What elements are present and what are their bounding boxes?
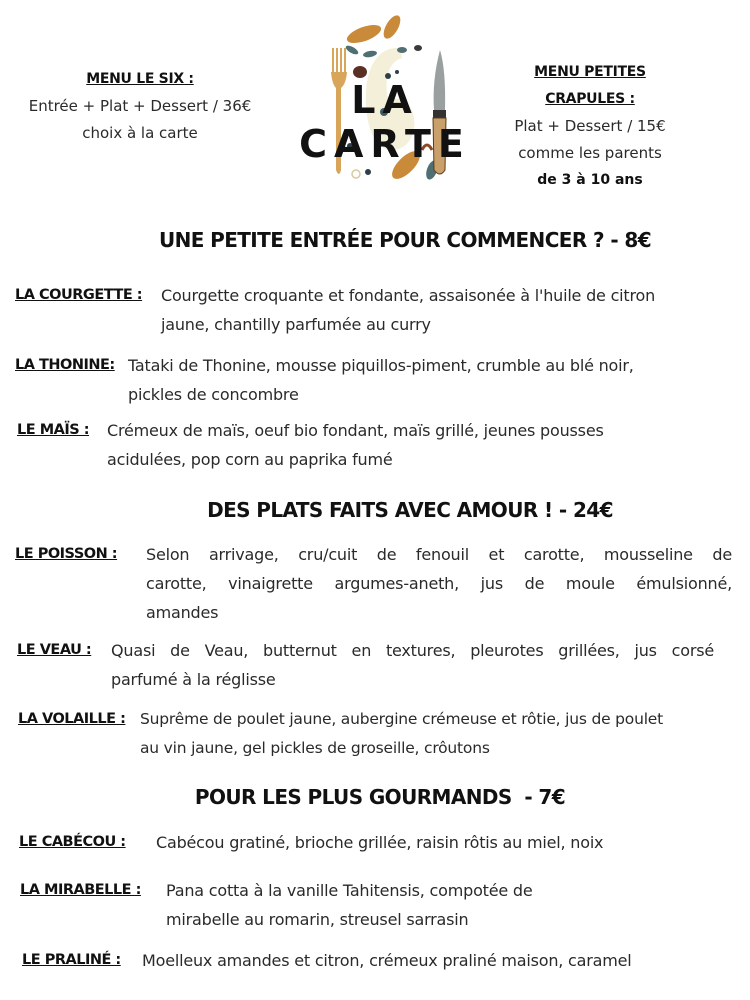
menu-petites-crapules-age: de 3 à 10 ans xyxy=(537,172,643,188)
item-name: LA THONINE: xyxy=(15,357,115,373)
desc-line: Moelleux amandes et citron, crémeux praliné maison, caramel xyxy=(142,951,632,970)
menu-item-courgette xyxy=(15,281,715,341)
item-name: LE CABÉCOU : xyxy=(19,834,126,850)
section-title-plats xyxy=(180,498,640,522)
desc-line: Quasi de Veau, butternut en textures, pleurotes grillées, jus corsé xyxy=(111,641,714,660)
item-name: LE PRALINÉ : xyxy=(22,952,121,968)
menu-petites-crapules xyxy=(500,59,680,194)
menu-item-cabecou xyxy=(19,828,719,858)
item-description xyxy=(156,828,716,857)
section-title-text: POUR LES PLUS GOURMANDS - 7€ xyxy=(194,785,566,809)
desc-line: pickles de concombre xyxy=(128,385,299,404)
item-name: LE MAÏS : xyxy=(17,422,90,438)
item-description xyxy=(111,636,714,694)
desc-line: Tataki de Thonine, mousse piquillos-piment, crumble au blé noir, xyxy=(128,356,634,375)
section-title-entrees xyxy=(150,228,660,252)
desc-line: Crémeux de maïs, oeuf bio fondant, maïs grillé, jeunes pousses xyxy=(107,421,604,440)
desc-line: Pana cotta à la vanille Tahitensis, compotée de xyxy=(166,881,533,900)
menu-petites-crapules-title-2: CRAPULES : xyxy=(545,91,635,107)
desc-line: Suprême de poulet jaune, aubergine crémeuse et rôtie, jus de poulet xyxy=(140,710,664,728)
item-name: LA COURGETTE : xyxy=(15,287,143,303)
item-description xyxy=(128,351,708,409)
desc-line: acidulées, pop corn au paprika fumé xyxy=(107,450,393,469)
desc-line: au vin jaune, gel pickles de groseille, crôutons xyxy=(140,739,490,757)
section-title-text: UNE PETITE ENTRÉE POUR COMMENCER ? - 8€ xyxy=(158,228,652,252)
menu-le-six-note: choix à la carte xyxy=(82,124,198,142)
menu-item-volaille xyxy=(18,705,748,765)
desc-line: mirabelle au romarin, streusel sarrasin xyxy=(166,910,469,929)
menu-item-veau xyxy=(17,636,737,696)
item-description xyxy=(146,540,732,627)
item-name: LA MIRABELLE : xyxy=(20,882,141,898)
menu-item-poisson xyxy=(15,540,735,630)
menu-petites-crapules-note: comme les parents xyxy=(518,144,662,162)
menu-item-thonine xyxy=(15,351,715,411)
section-title-desserts xyxy=(180,785,580,809)
menu-le-six-price: Entrée + Plat + Dessert / 36€ xyxy=(28,97,252,115)
desc-line: Cabécou gratiné, brioche grillée, raisin rôtis au miel, noix xyxy=(156,833,604,852)
page-title: LA CARTE xyxy=(299,78,471,166)
desc-line: amandes xyxy=(146,603,219,622)
desc-line: carotte, vinaigrette argumes-aneth, jus de moule émulsionné, xyxy=(146,574,732,593)
menu-petites-crapules-price: Plat + Dessert / 15€ xyxy=(514,117,666,135)
item-description xyxy=(161,281,721,339)
section-title-text: DES PLATS FAITS AVEC AMOUR ! - 24€ xyxy=(207,498,613,522)
desc-line: Selon arrivage, cru/cuit de fenouil et carotte, mousseline de xyxy=(146,545,732,564)
item-description xyxy=(142,946,722,975)
menu-le-six-title: MENU LE SIX : xyxy=(86,71,194,87)
item-name: LE VEAU : xyxy=(17,642,92,658)
menu-petites-crapules-title-1: MENU PETITES xyxy=(534,64,646,80)
menu-item-mirabelle xyxy=(20,876,720,936)
menu-le-six xyxy=(15,66,265,147)
item-name: LA VOLAILLE : xyxy=(18,711,126,727)
item-description xyxy=(107,416,687,474)
item-description xyxy=(166,876,686,934)
menu-item-mais xyxy=(17,416,717,476)
desc-line: jaune, chantilly parfumée au curry xyxy=(161,315,431,334)
item-description xyxy=(140,705,740,763)
item-name: LE POISSON : xyxy=(15,546,118,562)
menu-item-praline xyxy=(22,946,722,976)
desc-line: Courgette croquante et fondante, assaisonée à l'huile de citron xyxy=(161,286,656,305)
desc-line: parfumé à la réglisse xyxy=(111,670,276,689)
